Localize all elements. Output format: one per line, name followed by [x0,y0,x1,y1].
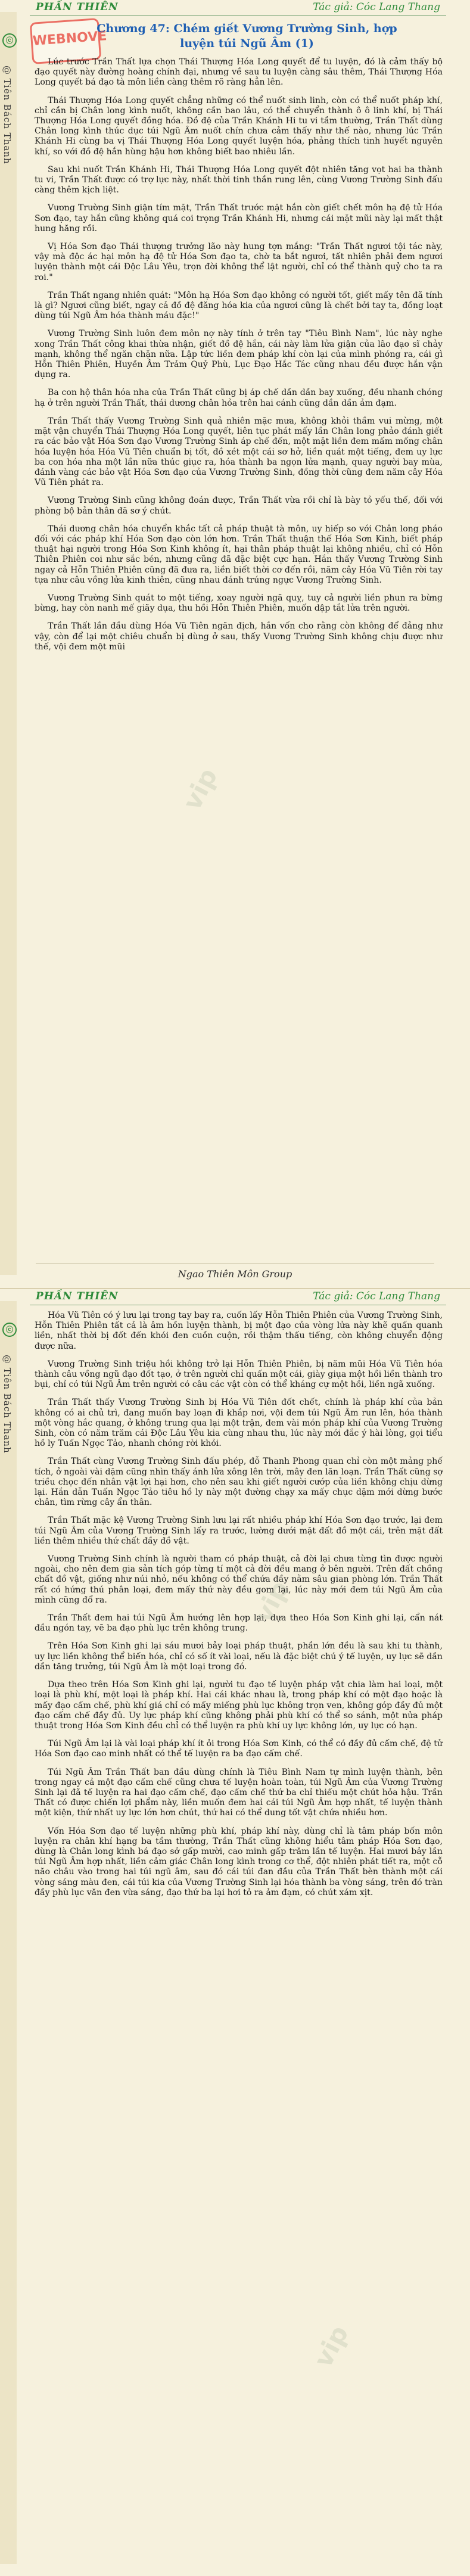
paragraph: Vương Trường Sinh chính là người tham có pháp thuật, cả đời lại chưa từng tìn được người ngoài, cho nên đem gia sản tích góp từng tí một cả đời đều mang ở bên người. Trên đất chồng chất đồ vật, giống như núi nhỏ, nếu không có thể chứa đầy nằm sâu gian phòng lớn. Trần Thất rất có hứng thú phân loại, đem mấy thứ này đều gom lại, lúc này mới đem túi Ngũ Âm của mình cũng đổ ra. [35,1554,443,1605]
paragraph: Vương Trường Sinh triệu hồi không trở lại Hỗn Thiên Phiên, bị năm mũi Hóa Vũ Tiên hóa thành câu vồng ngũ đạo đốt tạo, ở trên người chỉ quấn một cái, giày giụa một hồi liền thành tro bụi, chỉ có túi Ngũ Âm trên người có câu các vật còn có thể kháng cự một hồi, liền ngã xuống. [35,1359,443,1390]
paragraph: Trần Thất cùng Vương Trường Sinh đấu phép, đỗ Thanh Phong quan chỉ còn một mảng phế tích, ở ngoài vài dặm cũng nhìn thấy ánh lửa xông lên trời, mây đen lăn loạn. Trần Thất cũng sợ triều chọc đến nhân vật lợi hại hơn, cho nên sau khi giết người cướp của liền không chịu dừng lại. Hắn dẫn Tuấn Ngọc Tảo tiêu hồ ly này một đường chạy xa mấy chục dặm mới dừng bước chân, tìm rừng cây ẩn thân. [35,1457,443,1508]
paragraph: Vị Hóa Sơn đạo Thái thượng trưởng lão này hung tợn mắng: "Trần Thất ngươi tội tác này, vậy mà độc ác hại môn hạ đệ tử Hóa Sơn đạo ta, chờ ta bắt ngươi, tất nhiên phải đem ngươi luyện thành một cái Độc Lâu Yêu, trọn đời không thể lật người, chỉ có thể thành quỷ cho ta ra roi." [35,242,443,282]
paragraph: Hóa Vũ Tiên có ý lưu lại trong tay bay ra, cuốn lấy Hỗn Thiên Phiên của Vương Trường Sinh, Hỗn Thiên Phiên tất cả là âm hồn luyện thành, bị một đạo của vòng lửa này khẽ quấn quanh liền, nhất thời bị đốt đến khói đen cuồn cuộn, rồi thậm thấu tiếng, còn không chuyển động được nữa. [35,1311,443,1351]
paragraph: Ba con hộ thân hóa nha của Trần Thất cũng bị áp chế dần dần bay xuống, đều nhanh chóng hạ ở trên người Trần Thất, thái dương chân hỏa trên hai cánh cũng dần dần ảm đạm. [35,388,443,408]
page-2 [0,1288,470,2576]
section-label: PHẦN THIÊN [36,1,119,13]
footer-group-name: Ngao Thiên Môn Group [178,1268,292,1280]
paragraph: Trần Thất thấy Vương Trường Sinh bị Hóa Vũ Tiên đốt chết, chính là pháp khí của bản không có ai chủ trì, đang muốn bay loạn đi khắp nơi, vội đem túi Ngũ Âm run lên, hóa thành một vòng hắc quang, ở không trung qua lại một trận, đem vài món pháp khí của Vương Trường Sinh, còn có năm trăm cái Độc Lâu Yêu kia cùng nhau thu, lúc này mới đắc ý hài lòng, gọi tiểu hồ ly Tuấn Ngọc Tảo, nhanh chóng rời khỏi. [35,1398,443,1449]
paragraph: Sau khi nuốt Trần Khánh Hi, Thái Thượng Hóa Long quyết đột nhiên tăng vọt hai ba thành tu vi, Trần Thất được có trợ lực này, nhất thời tinh thần rung lên, cùng Vương Trường Sinh đấu càng thêm kịch liệt. [35,164,443,195]
paragraph: Trần Thất lần đầu dùng Hóa Vũ Tiên ngăn địch, hắn vốn cho rằng còn không để đảng như vậy, còn để lại một chiêu chuẩn bị dùng ở sau, thấy Vương Trường Sinh không chịu được như thế, vội đem một mũi [35,621,443,652]
chapter-title: Chương 47: Chém giết Vương Trường Sinh, hợp luyện túi Ngũ Âm (1) [97,22,397,50]
paragraph: Túi Ngũ Âm Trần Thất ban đầu dùng chính là Tiêu Bình Nam tự mình luyện thành, bên trong ngay cả một đạo cấm chế cũng chưa tế luyện hoàn toàn, túi Ngũ Âm của Vương Trường Sinh lại đã tế luyện ra hai đạo cấm chế, đạo cấm chế thứ ba chỉ thiếu một chút hỏa hậu. Trần Thất có được chiến lợi phẩm này, liền muốn đem hai cái túi Ngũ Âm hợp nhất, tế luyện thành một kiện, thứ nhất uy lực lớn hơn chút, thứ hai có thể dung tốt vật chứa nhiều hơn. [35,1767,443,1818]
paragraph: Lúc trước Trần Thất lựa chọn Thái Thượng Hóa Long quyết để tu luyện, đó là cảm thấy bộ đạo quyết này đường hoàng chính đại, nhưng về sau tu luyện càng sâu thêm, Thái Thượng Hóa Long quyết bá đạo tà môn liền càng thêm rõ ràng hẳn lên. [35,57,443,88]
paragraph: Vương Trường Sinh luôn đem môn nợ này tính ở trên tay "Tiêu Bình Nam", lúc này nghe xong Trần Thất công khai thừa nhận, giết đồ đệ hắn, cái này làm lửa giận của lão đạo sĩ chảy mạnh, không thể ngăn chặn nữa. Lập tức liền đem pháp khí còn lại của mình phóng ra, cái gì Hỗn Thiên Phiên, Huyền Âm Trảm Quỷ Phù, Lục Đạo Hắc Tác cũng nhau đều được hắn vận dụng ra. [35,329,443,380]
background-watermark: vip [248,1576,295,1628]
header-rule [30,15,446,16]
paragraph: Vương Trường Sinh giận tím mặt, Trần Thất trước mặt hắn còn giết chết môn hạ đệ tử Hóa Sơn đạo, tay hắn cũng không quá coi trọng Trần Khánh Hi, nhưng cái mặt mũi này lại mất thật hung hăng rồi. [35,203,443,234]
running-header [0,0,470,14]
paragraph: Trần Thất ngang nhiên quát: "Môn hạ Hóa Sơn đạo không có người tốt, giết mấy tên đã tính là gì? Ngươi cũng biết, ngay cả đồ đệ đăng hóa kia của ngươi cũng là chết bởi tay ta, đồng loạt dùng túi Ngũ Âm hóa thành máu đặc!" [35,290,443,321]
paragraph: Trần Thất thấy Vương Trường Sinh quả nhiên mặc mưa, không khỏi thầm vui mừng, một mặt vận chuyển Thái Thượng Hóa Long quyết, liên tục phát mấy lần Chân long phảo đánh giết ra các bảo vật Hóa Sơn đạo Vương Trường Sinh áp chế đến, một mặt liền đem mấm mống chân hóa luyện hóa Hóa Vũ Tiên chuẩn bị tốt, đồ xét một cái sơ hở, liền quát một tiếng, đem uy lực ba con hóa nha một lần nữa thúc giục ra, hóa thành ba ngọn lửa mạnh, quay người bay mùa, đánh vàng các bảo vật Hóa Sơn đạo của Vương Trường Sinh, đồng thời cũng đem năm cây Hóa Vũ Tiên phát ra. [35,416,443,488]
copyright-icon: ⓒ [2,1323,17,1337]
copyright-icon: ⓒ [2,33,17,48]
paragraph: Vốn Hóa Sơn đạo tế luyện những phù khí, pháp khí này, dùng chỉ là tâm pháp bốn môn luyện ra chân khí hạng ba tầm thường, Trần Thất cũng không hiểu tâm pháp Hóa Sơn đạo, dùng là Chân long kình bá đạo sở gấp mười, cao minh gấp trăm lần tế luyện. Hai mươi bảy lần túi Ngũ Âm hợp nhất, liền cảm giác Chân long kình trong cơ thể, đột nhiên phát tiết ra, một cỗ năo châu vào trong hai túi ngũ âm, sau đó cái túi đan đầu của Trần Thất bèn thành một cái vòng sáng màu đen, cái túi kia của Vương Trường Sinh lại hóa thành ba vòng sáng, trên đó tràn đầy phù lục văn đen vừa sáng, đạo thứ ba lại hơi tỏ ra ảm đạm, có chút xám xịt. [35,1826,443,1897]
background-watermark: vip [308,2320,354,2372]
running-header [0,1289,470,1303]
paragraph: Dựa theo trên Hóa Sơn Kinh ghi lại, người tu đạo tế luyện pháp vật chia làm hai loại, một loại là phù khí, một loại là pháp khí. Hai cái khác nhau là, trong pháp khí có một đạo hoặc là mấy đạo cấm chế, phù khí giá chỉ có mấy miếng phù lục không trọn ven, không góp đầy đủ một đạo cấm chế đầy đủ. Uy lực pháp khí cũng không phải phù khí có thể so sánh, một nửa pháp thuật trong Hóa Sơn Kinh đều chỉ có thể luyện ra phù khí uy lực không lớn, uy lực có hạn. [35,1680,443,1731]
side-credit-text: @ Tiên Bách Thanh [2,66,13,164]
paragraph: Thái dương chân hóa chuyển khắc tất cả pháp thuật tà môn, uy hiếp so với Chân long pháo đối với các pháp khí Hóa Sơn đạo còn lớn hơn. Trần Thất thuận thế Hóa Sơn Kinh, biết pháp thuật hại người trong Hóa Sơn Kinh không ít, hại thân pháp thuật lại không nhiều, chỉ có Hỗn Thiên Phiên coi như sắc bén, nhưng cũng đã đặc biệt cực hạn. Hắn thấy Vương Trường Sinh ngay cả Hỗn Thiên Phiên cũng đã đưa ra, liền biết thời cơ đến rồi, năm cây Hóa Vũ Tiên rời tay tựa như câu vồng lửa kinh thiên, cũng nhau đánh trúng ngực Vương Trường Sinh. [35,524,443,585]
watermark-logo: WEBNOVE [30,18,102,64]
paragraph: Trên Hóa Sơn Kinh ghi lại sáu mươi bảy loại pháp thuật, phần lớn đều là sau khi tu thành, uy lực liền không thể biến hóa, chỉ có số ít vài loại, nếu là đặc biệt chú ý tế luyện, uy lực sẽ dần dần tăng trưởng, túi Ngũ Âm là một loại trong đó. [35,1641,443,1672]
paragraph: Trần Thất đem hai túi Ngũ Âm hướng lên hợp lại, dựa theo Hóa Sơn Kinh ghi lại, cẩn nát đầu ngón tay, vẽ ba đạo phù lục trên không trung. [35,1613,443,1634]
paragraph: Vương Trường Sinh cũng không đoán được, Trần Thất vừa rồi chỉ là bày tỏ yếu thế, đối với phòng bộ bản thân đã sơ ý chút. [35,496,443,516]
page-2-body [35,1311,443,1906]
background-watermark: vip [177,763,223,815]
side-credit-text: @ Tiên Bách Thanh [2,1355,13,1454]
side-credit-strip [0,12,17,1275]
paragraph: Túi Ngũ Âm lại là vài loại pháp khí ít ỏi trong Hóa Sơn Kinh, có thể có đầy đủ cấm chế, đệ tử Hóa Sơn đạo cao minh nhất có thể tế luyện ra ba đạo cấm chế. [35,1739,443,1759]
page-footer [0,1268,470,1280]
paragraph: Trần Thất mặc kệ Vương Trường Sinh lưu lại rất nhiều pháp khí Hóa Sơn đạo trước, lại đem túi Ngũ Âm của Vương Trường Sinh lấy ra trước, lường dưới mặt đất đồ một cái, trên mặt đất liền thêm nhiều thứ chất đầy đồ vật. [35,1516,443,1546]
section-label: PHẦN THIÊN [36,1290,119,1302]
page-1-body [35,57,443,660]
paragraph: Vương Trường Sinh quát to một tiếng, xoay người ngã quỵ, tuy cả người liền phun ra bừng bừng, hay còn nanh mế giãy dụa, thu hồi Hỗn Thiên Phiên, muốn dập tắt lửa trên người. [35,593,443,614]
side-credit-strip [0,1301,17,2564]
paragraph: Thái Thượng Hóa Long quyết chẳng những có thể nuốt sinh linh, còn có thể nuốt pháp khí, chỉ cần bị Chân long kình nuốt, không cần bao lâu, có thể chuyển thành ô ô linh khí, bị Thái Thượng Hóa Long quyết đồng hóa. Đồ đệ của Trần Khánh Hi tu vi tầm thường, Trần Thất dùng Chân long kình thúc dục túi Ngũ Âm nuốt chín chưa cảm thấy như thế nào, nhưng lúc Trần Khánh Hi cùng ba vị Thái Thượng Hóa Long quyết luyện hóa, phảng thích tinh huyết nguyên khí, so với đồ đệ hắn hùng hậu hơn không biết bao nhiêu lần. [35,95,443,157]
author-label: Tác giả: Cóc Lang Thang [313,1,440,13]
author-label: Tác giả: Cóc Lang Thang [313,1290,440,1302]
